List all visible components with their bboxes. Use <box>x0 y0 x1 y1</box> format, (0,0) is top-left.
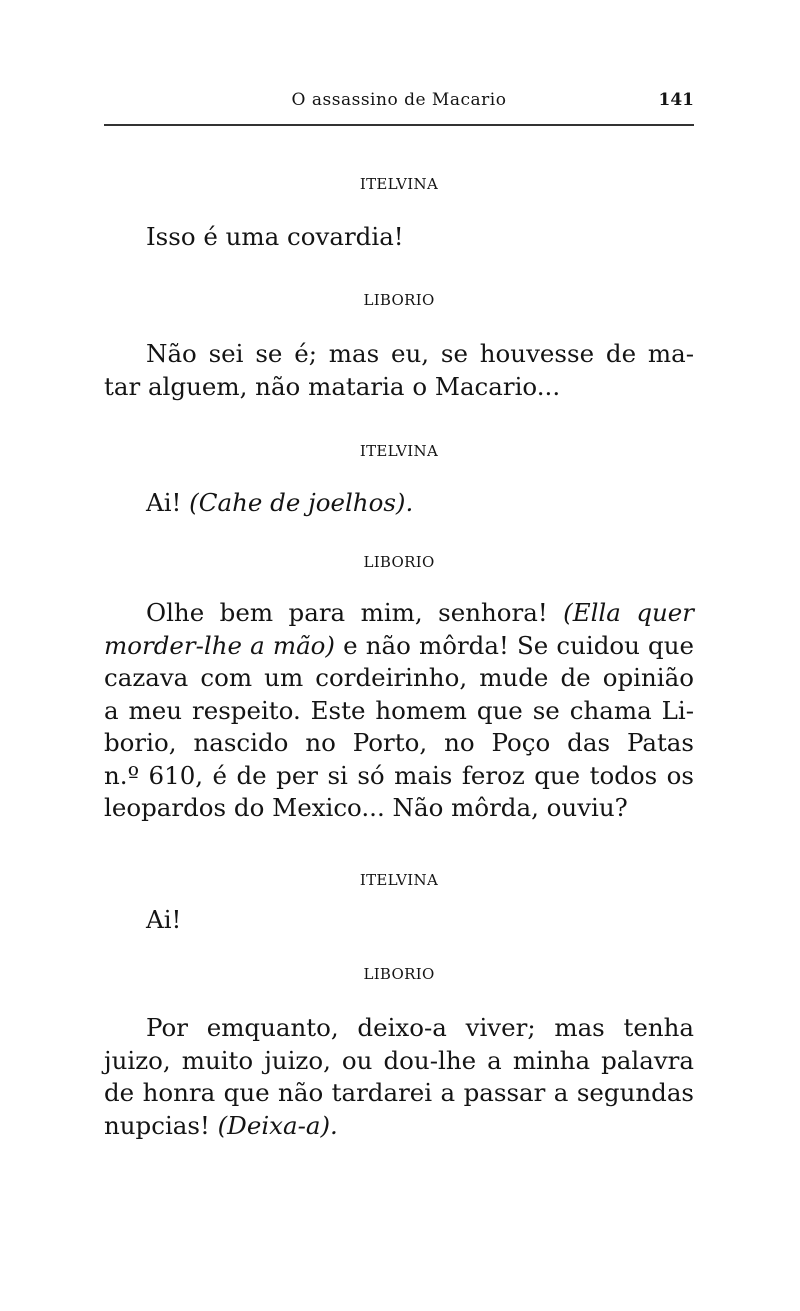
speech-paragraph <box>104 597 694 825</box>
speech-paragraph <box>104 338 694 403</box>
speech-text: de honra que não tardarei a passar a segundas <box>104 1078 694 1107</box>
speech-text: Por emquanto, deixo-a viver; mas tenha <box>146 1013 694 1042</box>
speech-text: n.º 610, é de per si só mais feroz que todos os <box>104 760 694 790</box>
running-title: O assassino de Macario <box>291 90 507 110</box>
page-number: 141 <box>658 90 694 110</box>
speech-text: e não môrda! Se cuidou que <box>343 630 694 660</box>
speech-paragraph <box>104 904 694 937</box>
speech-text: Ai! <box>146 905 182 934</box>
speaker-name: LIBORIO <box>363 965 435 983</box>
speaker-name: ITELVINA <box>359 871 439 889</box>
speech-paragraph <box>104 1012 694 1142</box>
speech-text: Não sei se é; mas eu, se houvesse de ma- <box>146 339 694 368</box>
speech-paragraph <box>104 221 694 254</box>
speaker-name: ITELVINA <box>359 442 439 460</box>
speech-text: leopardos do Mexico... Não môrda, ouviu? <box>104 793 628 822</box>
stage-direction: (Deixa-a). <box>217 1110 338 1140</box>
speaker-name: ITELVINA <box>359 175 439 193</box>
speech-text: cazava com um cordeirinho, mude de opinião <box>104 663 694 692</box>
speech-text: Olhe bem para mim, senhora! <box>146 598 548 627</box>
speaker-name: LIBORIO <box>363 553 435 571</box>
speech-text: Isso é uma covardia! <box>146 222 404 251</box>
speech-text: borio, nascido no Porto, no Poço das Patas <box>104 728 694 757</box>
running-header <box>104 90 694 120</box>
speech-text: tar alguem, não mataria o Macario... <box>104 371 561 401</box>
stage-direction: morder-lhe a mão) <box>104 630 335 660</box>
speaker-name: LIBORIO <box>363 291 435 309</box>
speech-text: nupcias! <box>104 1110 210 1140</box>
speech-text: Ai! <box>146 488 182 517</box>
stage-direction: (Cahe de joelhos). <box>189 488 414 517</box>
speech-text: a meu respeito. Este homem que se chama Li- <box>104 695 694 725</box>
stage-direction: (Ella quer <box>563 598 694 627</box>
speech-text: juizo, muito juizo, ou dou-lhe a minha palavra <box>104 1045 694 1075</box>
speech-paragraph <box>104 487 694 520</box>
header-rule <box>104 124 694 126</box>
